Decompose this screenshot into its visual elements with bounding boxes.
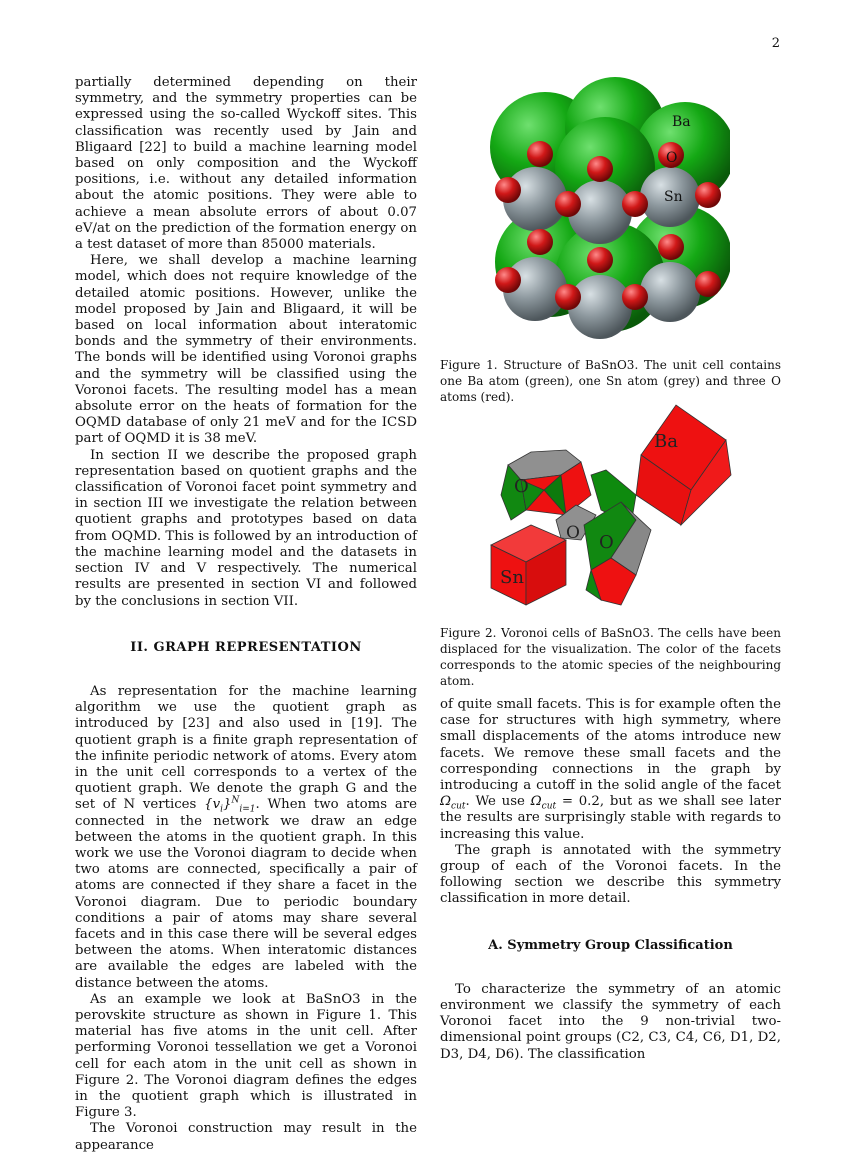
label-sn: Sn xyxy=(664,189,683,205)
figure-2-voronoi-cells xyxy=(486,400,736,610)
label-o: O xyxy=(566,523,580,543)
o-atom xyxy=(622,284,648,310)
paragraph: As an example we look at BaSnO3 in the perovskite structure as shown in Figure 1. This material has five atoms in the unit cell. After performing Voronoi tessellation we get a Voronoi cell for each atom in the unit cell as shown in Figure 2. The Voronoi diagram defines the edges in the quotient graph which is illustrated in Figure 3. xyxy=(75,991,417,1121)
paragraph xyxy=(440,697,781,843)
paragraph-text: As representation for the machine learning algorithm we use the quotient graph as introduced by [23] and also used in [19]. The quotient graph is a finite graph representation of the infinite periodic network of atoms. Every atom in the unit cell corresponds to a vertex of the quotient graph. We denote the graph G and the set of N vertices xyxy=(75,683,417,813)
ba-voronoi-cell xyxy=(636,405,731,525)
math-omega-cut: $\Omega_{cut}$ xyxy=(440,794,466,812)
label-o: O xyxy=(666,150,678,166)
left-column xyxy=(75,75,417,1154)
o-atom xyxy=(555,284,581,310)
paragraph: partially determined depending on their symmetry, and the symmetry properties can be expressed using the so-called Wyckoff sites. This classification was recently used by Jain and Bligaard [22] to build a machine learning model based on only composition and the Wyckoff positions, i.e. without any detailed information about the atomic positions. They were able to achieve a mean absolute errors of about 0.07 eV/at on the prediction of the formation energy on a test dataset of more than 85000 materials. xyxy=(75,75,417,253)
o-atom xyxy=(587,156,613,182)
paragraph xyxy=(75,684,417,992)
math-vertex-set: $\{v_i\}^N_{i=1}$ xyxy=(204,795,256,815)
sn-atom xyxy=(568,275,632,339)
sn-voronoi-cell xyxy=(491,525,566,605)
figure-1-caption: Figure 1. Structure of BaSnO3. The unit cell contains one Ba atom (green), one Sn atom (grey) and three O atoms (red). xyxy=(440,358,781,404)
paragraph: To characterize the symmetry of an atomic environment we classify the symmetry of each Voronoi facet into the 9 non-trivial two-dimensional point groups (C2, C3, C4, C6, D1, D2, D3, D4, D6). The classification xyxy=(440,981,781,1062)
paragraph-text: . When two atoms are connected in the network we draw an edge between the atoms in the quotient graph. In this work we use the Voronoi diagram to decide when two atoms are connected, specifically a pair of atoms are connected if they share a facet in the Voronoi diagram. Due to periodic boundary conditions a pair of atoms may share several facets and in this case there will be several edges between the atoms. When interatomic distances are available the edges are labeled with the distance between the atoms. xyxy=(75,797,417,991)
o-atom xyxy=(622,191,648,217)
label-sn: Sn xyxy=(500,567,524,588)
paragraph-text: = 0.2, but as we shall see later the results are surprisingly stable with regards to increasing this value. xyxy=(440,794,781,842)
paragraph-text: of quite small facets. This is for example often the case for structures with high symmetry, where small displacements of the atoms introduce new facets. We remove these small facets and the corresponding connections in the graph by introducing a cutoff in the solid angle of the facet xyxy=(440,697,781,794)
sn-atom xyxy=(640,262,700,322)
subsection-heading: A. Symmetry Group Classification xyxy=(488,937,733,953)
o-atom xyxy=(495,267,521,293)
o-atom xyxy=(555,191,581,217)
right-column xyxy=(440,697,781,1063)
o-atom xyxy=(658,234,684,260)
page-number: 2 xyxy=(771,36,780,51)
label-o: O xyxy=(514,476,529,497)
paragraph: The graph is annotated with the symmetry group of each of the Voronoi facets. In the following section we describe this symmetry classification in more detail. xyxy=(440,842,781,907)
o-atom xyxy=(587,247,613,273)
label-o: O xyxy=(599,532,614,553)
o-atom xyxy=(695,182,721,208)
o-atom xyxy=(695,271,721,297)
o-atom xyxy=(495,177,521,203)
paragraph: The Voronoi construction may result in the appearance xyxy=(75,1121,417,1153)
section-heading: II. GRAPH REPRESENTATION xyxy=(130,639,362,655)
paragraph: In section II we describe the proposed graph representation based on quotient graphs and the classification of Voronoi facet point symmetry and in section III we investigate the relation between quotient graphs and prototypes based on data from OQMD. This is followed by an introduction of the machine learning model and the datasets in section IV and V respectively. The numerical results are presented in section VI and followed by the conclusions in section VII. xyxy=(75,447,417,609)
paragraph-text: . We use xyxy=(465,794,531,810)
paragraph: Here, we shall develop a machine learning model, which does not require knowledge of the detailed atomic positions. However, unlike the model proposed by Jain and Bligaard, it will be based on local information about interatomic bonds and the symmetry of their environments. The bonds will be identified using Voronoi graphs and the symmetry will be classified using the Voronoi facets. The resulting model has a mean absolute error on the heats of formation for the OQMD database of only 21 meV and for the ICSD part of OQMD it is 38 meV. xyxy=(75,253,417,447)
label-ba: Ba xyxy=(654,431,678,452)
o-atom xyxy=(527,141,553,167)
math-omega-cut: $\Omega_{cut}$ xyxy=(530,794,557,812)
figure-1-basno3-structure xyxy=(490,72,730,352)
label-ba: Ba xyxy=(672,114,691,130)
figure-2-caption: Figure 2. Voronoi cells of BaSnO3. The cells have been displaced for the visualization. The color of the facets corresponds to the atomic species of the neighbouring atom. xyxy=(440,626,781,688)
o-atom xyxy=(527,229,553,255)
